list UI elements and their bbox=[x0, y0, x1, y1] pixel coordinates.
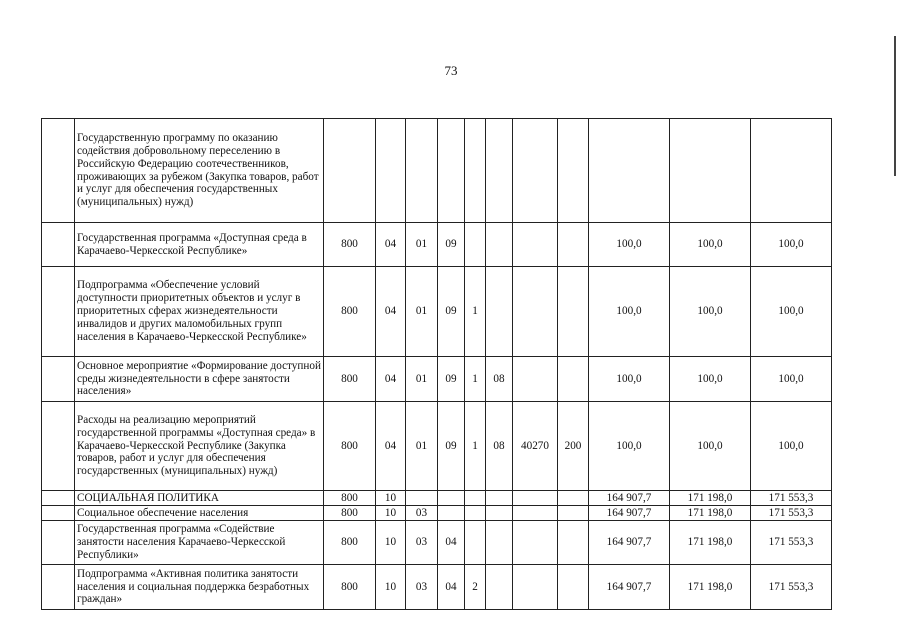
row-name-cell: Государственную программу по оказанию содействия добровольному переселению в Российскую Федерацию соотечественников, проживающих за рубежом (Закупка товаров, работ и услуг для обеспечения государственных (муниципальных) нужд) bbox=[75, 119, 324, 223]
cell-amount-3: 100,0 bbox=[751, 223, 832, 267]
cell-subsection: 01 bbox=[406, 267, 438, 357]
cell-section: 10 bbox=[376, 506, 406, 521]
cell-grbs: 800 bbox=[324, 402, 376, 491]
cell-amount-3: 100,0 bbox=[751, 267, 832, 357]
row-index-cell bbox=[42, 267, 75, 357]
cell-subsection: 01 bbox=[406, 357, 438, 402]
cell-grbs: 800 bbox=[324, 223, 376, 267]
cell-main-activity bbox=[486, 223, 513, 267]
row-name-cell: Основное мероприятие «Формирование доступной среды жизнедеятельности в сфере занятости населения» bbox=[75, 357, 324, 402]
cell-expense-type: 200 bbox=[558, 402, 589, 491]
cell-section bbox=[376, 119, 406, 223]
cell-expense-type bbox=[558, 565, 589, 610]
cell-subprogram: 1 bbox=[465, 402, 486, 491]
cell-main-activity bbox=[486, 565, 513, 610]
cell-direction: 40270 bbox=[513, 402, 558, 491]
cell-direction bbox=[513, 565, 558, 610]
cell-expense-type bbox=[558, 506, 589, 521]
cell-amount-2: 100,0 bbox=[670, 267, 751, 357]
cell-amount-1: 164 907,7 bbox=[589, 565, 670, 610]
cell-grbs: 800 bbox=[324, 267, 376, 357]
cell-expense-type bbox=[558, 491, 589, 506]
cell-grbs: 800 bbox=[324, 357, 376, 402]
table-row bbox=[42, 267, 832, 357]
cell-direction bbox=[513, 357, 558, 402]
cell-amount-3: 171 553,3 bbox=[751, 506, 832, 521]
cell-program: 04 bbox=[438, 521, 465, 565]
cell-expense-type bbox=[558, 521, 589, 565]
cell-amount-3 bbox=[751, 119, 832, 223]
cell-amount-2: 171 198,0 bbox=[670, 521, 751, 565]
table-row bbox=[42, 357, 832, 402]
cell-amount-3: 171 553,3 bbox=[751, 565, 832, 610]
row-index-cell bbox=[42, 119, 75, 223]
cell-amount-2 bbox=[670, 119, 751, 223]
cell-program: 09 bbox=[438, 267, 465, 357]
cell-amount-1: 100,0 bbox=[589, 267, 670, 357]
cell-section: 04 bbox=[376, 402, 406, 491]
cell-grbs: 800 bbox=[324, 521, 376, 565]
row-index-cell bbox=[42, 521, 75, 565]
table-row bbox=[42, 223, 832, 267]
row-index-cell bbox=[42, 565, 75, 610]
cell-subsection bbox=[406, 119, 438, 223]
cell-program: 09 bbox=[438, 223, 465, 267]
cell-amount-1: 100,0 bbox=[589, 357, 670, 402]
row-index-cell bbox=[42, 506, 75, 521]
cell-section: 10 bbox=[376, 565, 406, 610]
cell-program bbox=[438, 506, 465, 521]
cell-amount-3: 100,0 bbox=[751, 357, 832, 402]
cell-main-activity: 08 bbox=[486, 357, 513, 402]
cell-amount-2: 100,0 bbox=[670, 357, 751, 402]
cell-subsection bbox=[406, 491, 438, 506]
cell-section: 10 bbox=[376, 521, 406, 565]
cell-grbs: 800 bbox=[324, 565, 376, 610]
cell-subprogram bbox=[465, 119, 486, 223]
cell-amount-2: 100,0 bbox=[670, 402, 751, 491]
cell-grbs: 800 bbox=[324, 506, 376, 521]
cell-main-activity bbox=[486, 506, 513, 521]
row-name-cell: Социальное обеспечение населения bbox=[75, 506, 324, 521]
row-name-cell: Подпрограмма «Обеспечение условий доступности приоритетных объектов и услуг в приоритетных сферах жизнедеятельности инвалидов и других маломобильных групп населения в Карачаево-Черкесской Республике» bbox=[75, 267, 324, 357]
row-name-cell: Расходы на реализацию мероприятий государственной программы «Доступная среда» в Карачаево-Черкесской Республике (Закупка товаров, работ и услуг для обеспечения государственных (муниципальных) нужд) bbox=[75, 402, 324, 491]
cell-subsection: 03 bbox=[406, 521, 438, 565]
cell-main-activity bbox=[486, 267, 513, 357]
row-name-cell: Государственная программа «Доступная среда в Карачаево-Черкесской Республике» bbox=[75, 223, 324, 267]
cell-program: 09 bbox=[438, 402, 465, 491]
cell-subprogram: 1 bbox=[465, 357, 486, 402]
cell-direction bbox=[513, 506, 558, 521]
budget-table bbox=[41, 118, 832, 610]
scan-edge-mark bbox=[894, 36, 896, 176]
cell-subprogram bbox=[465, 521, 486, 565]
cell-main-activity bbox=[486, 491, 513, 506]
page-number: 73 bbox=[444, 63, 458, 78]
cell-subsection: 03 bbox=[406, 565, 438, 610]
cell-subprogram bbox=[465, 223, 486, 267]
cell-amount-1: 100,0 bbox=[589, 402, 670, 491]
cell-direction bbox=[513, 491, 558, 506]
cell-program bbox=[438, 491, 465, 506]
cell-section: 04 bbox=[376, 267, 406, 357]
cell-expense-type bbox=[558, 119, 589, 223]
cell-amount-1 bbox=[589, 119, 670, 223]
cell-subprogram: 2 bbox=[465, 565, 486, 610]
table-row bbox=[42, 565, 832, 610]
row-name-cell: СОЦИАЛЬНАЯ ПОЛИТИКА bbox=[75, 491, 324, 506]
table-row bbox=[42, 119, 832, 223]
cell-section: 04 bbox=[376, 223, 406, 267]
cell-amount-1: 164 907,7 bbox=[589, 491, 670, 506]
cell-amount-2: 171 198,0 bbox=[670, 565, 751, 610]
cell-expense-type bbox=[558, 267, 589, 357]
cell-amount-3: 100,0 bbox=[751, 402, 832, 491]
cell-subsection: 01 bbox=[406, 223, 438, 267]
cell-subsection: 03 bbox=[406, 506, 438, 521]
cell-program: 09 bbox=[438, 357, 465, 402]
cell-subsection: 01 bbox=[406, 402, 438, 491]
cell-main-activity bbox=[486, 521, 513, 565]
cell-grbs bbox=[324, 119, 376, 223]
cell-amount-3: 171 553,3 bbox=[751, 521, 832, 565]
cell-subprogram bbox=[465, 491, 486, 506]
cell-amount-1: 164 907,7 bbox=[589, 506, 670, 521]
cell-amount-1: 100,0 bbox=[589, 223, 670, 267]
cell-direction bbox=[513, 521, 558, 565]
table-row bbox=[42, 521, 832, 565]
cell-direction bbox=[513, 267, 558, 357]
row-index-cell bbox=[42, 491, 75, 506]
cell-expense-type bbox=[558, 223, 589, 267]
cell-amount-2: 171 198,0 bbox=[670, 506, 751, 521]
row-name-cell: Государственная программа «Содействие занятости населения Карачаево-Черкесской Республики» bbox=[75, 521, 324, 565]
cell-amount-1: 164 907,7 bbox=[589, 521, 670, 565]
cell-section: 04 bbox=[376, 357, 406, 402]
cell-subprogram bbox=[465, 506, 486, 521]
table-row bbox=[42, 402, 832, 491]
cell-main-activity bbox=[486, 119, 513, 223]
table-row bbox=[42, 506, 832, 521]
cell-subprogram: 1 bbox=[465, 267, 486, 357]
cell-direction bbox=[513, 223, 558, 267]
cell-amount-2: 171 198,0 bbox=[670, 491, 751, 506]
row-index-cell bbox=[42, 223, 75, 267]
table-row bbox=[42, 491, 832, 506]
cell-expense-type bbox=[558, 357, 589, 402]
cell-direction bbox=[513, 119, 558, 223]
cell-program: 04 bbox=[438, 565, 465, 610]
row-index-cell bbox=[42, 357, 75, 402]
row-name-cell: Подпрограмма «Активная политика занятости населения и социальная поддержка безработных граждан» bbox=[75, 565, 324, 610]
cell-amount-3: 171 553,3 bbox=[751, 491, 832, 506]
cell-program bbox=[438, 119, 465, 223]
cell-main-activity: 08 bbox=[486, 402, 513, 491]
cell-amount-2: 100,0 bbox=[670, 223, 751, 267]
row-index-cell bbox=[42, 402, 75, 491]
cell-grbs: 800 bbox=[324, 491, 376, 506]
cell-section: 10 bbox=[376, 491, 406, 506]
